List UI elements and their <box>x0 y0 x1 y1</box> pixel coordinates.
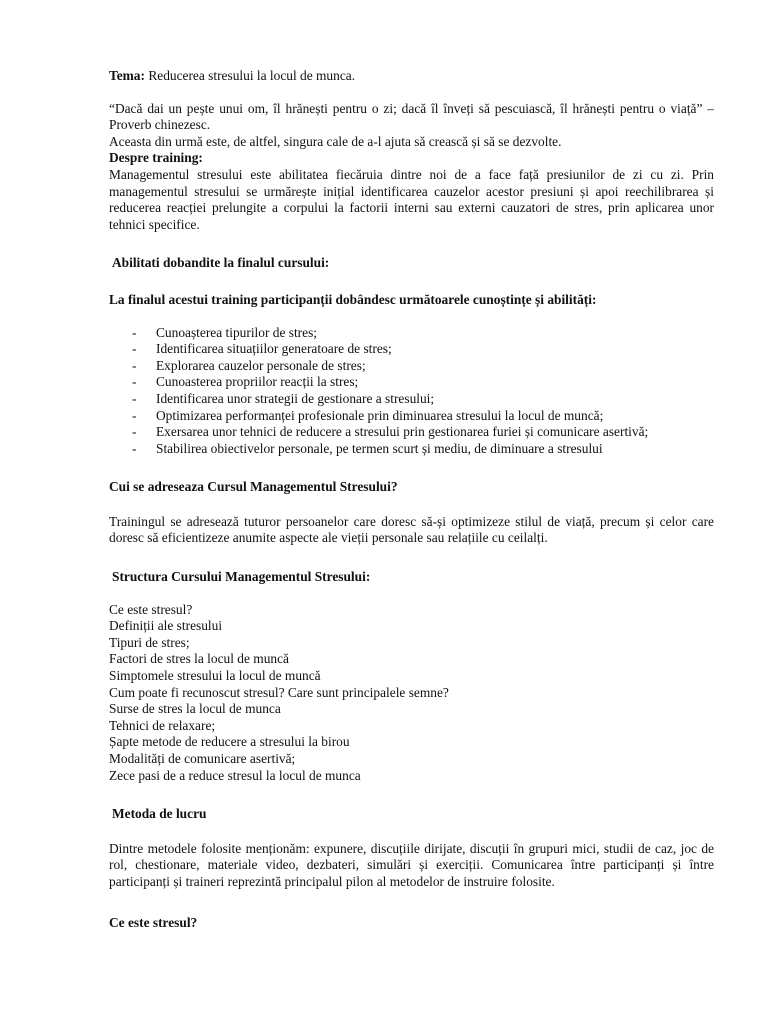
document-body <box>109 68 714 931</box>
list-item: Simptomele stresului la locul de muncă <box>109 668 321 684</box>
list-item: Tehnici de relaxare; <box>109 717 216 733</box>
topic-text: Reducerea stresului la locul de munca. <box>144 68 356 83</box>
audience-text: Trainingul se adresează tuturor persoanelor care doresc să-și optimizeze stilul de viață, precum și celor care doresc să eficientizeze anumite aspecte ale vieții personale sau relațiile cu ceilalți. <box>109 513 714 546</box>
dash-bullet: - <box>132 357 137 373</box>
skills-heading: Abilitati dobandite la finalul cursului: <box>112 255 330 271</box>
list-item: Factori de stres la locul de muncă <box>109 651 289 667</box>
list-item: - Identificarea unor strategii de gestionare a stresului; <box>132 390 435 406</box>
topic-label: Tema: <box>109 68 145 83</box>
list-item: Tipuri de stres; <box>109 634 190 650</box>
dash-bullet: - <box>132 424 137 440</box>
outcomes-heading: La finalul acestui training participanții dobândesc următoarele cunoștințe și abilități: <box>109 291 597 307</box>
list-item: - Stabilirea obiectivelor personale, pe termen scurt și mediu, de diminuare a stresului <box>132 440 603 456</box>
structure-heading: Structura Cursului Managementul Stresului: <box>112 569 371 585</box>
list-item: Surse de stres la locul de munca <box>109 701 281 717</box>
skills-list <box>109 325 714 458</box>
dash-bullet: - <box>132 374 137 390</box>
list-item: - Cunoașterea tipurilor de stres; <box>132 324 318 340</box>
list-item: - Identificarea situațiilor generatoare de stres; <box>132 341 392 357</box>
proverb-quote: “Dacă dai un pește unui om, îl hrănești pentru o zi; dacă îl înveți să pescuiască, îl hrănești pentru o viață” – Proverb chinezesc. <box>109 100 714 133</box>
audience-heading: Cui se adreseaza Cursul Managementul Stresului? <box>109 479 398 495</box>
list-item: - Exersarea unor tehnici de reducere a stresului prin gestionarea furiei și comunicare asertivă; <box>132 424 649 440</box>
list-item: Modalități de comunicare asertivă; <box>109 751 296 766</box>
dash-bullet: - <box>132 324 137 340</box>
list-item: - Explorarea cauzelor personale de stres; <box>132 357 366 373</box>
list-item: Cum poate fi recunoscut stresul? Care sunt principalele semne? <box>109 684 449 700</box>
about-training-heading: Despre training: <box>109 150 203 166</box>
dash-bullet: - <box>132 440 137 456</box>
list-item: - Optimizarea performanței profesionale prin diminuarea stresului la locul de muncă; <box>132 407 604 423</box>
list-item: Definiții ale stresului <box>109 618 223 634</box>
list-item: Șapte metode de reducere a stresului la birou <box>109 734 350 750</box>
about-training-text: Managementul stresului este abilitatea fiecăruia dintre noi de a face față presiunilor de zi cu zi. Prin managementul stresului se urmărește inițial identificarea cauzelor acestor presiuni și apoi reechilibrarea și reducerea reacției prelungite a corpului la factorii interni sau externi cauzatori de stres, prin aplicarea unor tehnici specifice. <box>109 166 714 232</box>
dash-bullet: - <box>132 390 137 406</box>
proverb-follow-up: Aceasta din urmă este, de altfel, singura cale de a-l ajuta să crească și să se dezvolte. <box>109 133 562 149</box>
method-heading: Metoda de lucru <box>112 806 207 822</box>
method-text: Dintre metodele folosite menționăm: expunere, discuțiile dirijate, discuții în grupuri mici, studii de caz, joc de rol, chestionare, materiale video, dezbateri, simulări și exerciții. Comunicarea între participanți și între participanți și traineri reprezintă principalul pilon al metodelor de instruire folosite. <box>109 840 714 889</box>
dash-bullet: - <box>132 341 137 357</box>
what-is-stress-heading: Ce este stresul? <box>109 914 198 930</box>
structure-list <box>109 602 714 785</box>
list-item: - Cunoasterea propriilor reacții la stres; <box>132 374 359 390</box>
topic-line <box>109 68 714 85</box>
list-item: Zece pasi de a reduce stresul la locul de munca <box>109 767 361 783</box>
dash-bullet: - <box>132 407 137 423</box>
list-item: Ce este stresul? <box>109 601 193 617</box>
